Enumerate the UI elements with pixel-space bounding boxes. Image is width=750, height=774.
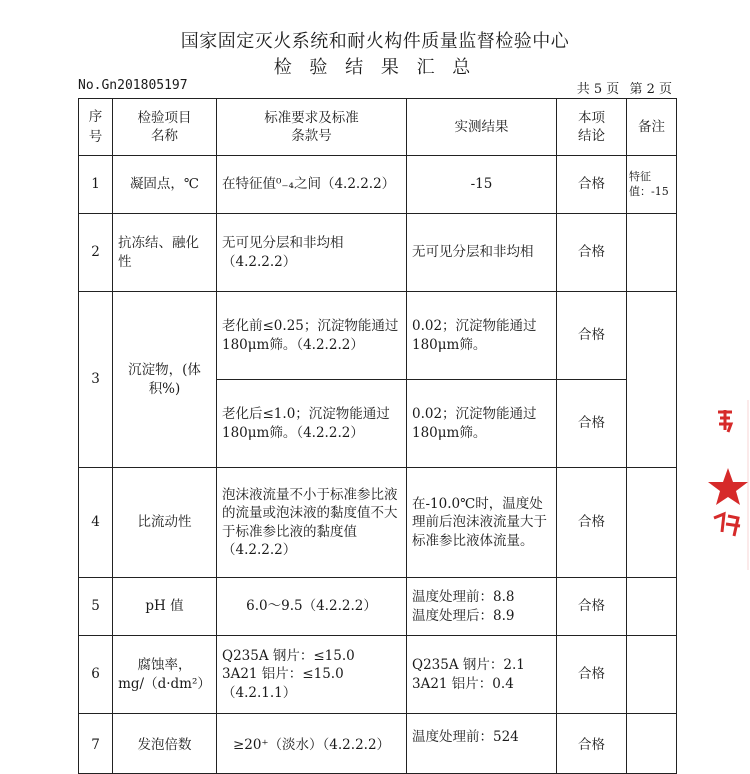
row-remark: 特征值：-15 xyxy=(627,156,677,214)
row-item: 腐蚀率， mg/（d·dm²） xyxy=(113,636,217,714)
row-standard: ≥20⁺（淡水）（4.2.2.2） xyxy=(217,714,407,774)
row-standard: 6.0～9.5（4.2.2.2） xyxy=(217,578,407,636)
row-result: 无可见分层和非均相 xyxy=(407,214,557,292)
seal-char-mark xyxy=(718,410,732,432)
header-remark: 备注 xyxy=(627,99,677,156)
row-result: 0.02；沉淀物能通过 180μm筛。 xyxy=(407,292,557,380)
row-conclusion: 合格 xyxy=(557,578,627,636)
row-item: 发泡倍数 xyxy=(113,714,217,774)
row-remark xyxy=(627,714,677,774)
row-remark xyxy=(627,214,677,292)
row-standard: 在特征值⁰₋₄之间（4.2.2.2） xyxy=(217,156,407,214)
row-conclusion: 合格 xyxy=(557,468,627,578)
table-row xyxy=(79,292,677,380)
row-seq: 1 xyxy=(79,156,113,214)
official-seal-stamp xyxy=(704,400,750,570)
row-conclusion: 合格 xyxy=(557,380,627,468)
table-header-row xyxy=(79,99,677,156)
row-item: 沉淀物，(体积%) xyxy=(113,292,217,468)
page-indicator xyxy=(571,78,672,97)
row-result: -15 xyxy=(407,156,557,214)
row-standard: Q235A 钢片：≤15.0 3A21 铝片：≤15.0 （4.2.1.1） xyxy=(217,636,407,714)
report-subtitle: 检 验 结 果 汇 总 xyxy=(273,57,477,78)
report-title: 国家固定灭火系统和耐火构件质量监督检验中心 xyxy=(180,31,570,52)
seal-char-mark xyxy=(714,514,740,536)
row-seq: 3 xyxy=(79,292,113,468)
header-item: 检验项目名称 xyxy=(113,99,217,156)
current-page: 第 2 页 xyxy=(629,82,672,97)
row-result: 温度处理前：8.8 温度处理后：8.9 xyxy=(407,578,557,636)
row-item: pH 值 xyxy=(113,578,217,636)
row-seq: 2 xyxy=(79,214,113,292)
row-seq: 4 xyxy=(79,468,113,578)
seal-graphic xyxy=(704,400,750,570)
table-row xyxy=(79,714,677,774)
row-remark xyxy=(627,292,677,468)
table-row xyxy=(79,468,677,578)
row-standard: 老化前≤0.25；沉淀物能通过180μm筛。（4.2.2.2） xyxy=(217,292,407,380)
report-number: No.Gn201805197 xyxy=(78,78,188,93)
header-conclusion: 本项结论 xyxy=(557,99,627,156)
row-item: 比流动性 xyxy=(113,468,217,578)
results-table xyxy=(78,98,677,774)
table-row xyxy=(79,578,677,636)
row-conclusion: 合格 xyxy=(557,714,627,774)
total-pages: 共 5 页 xyxy=(576,82,620,97)
row-conclusion: 合格 xyxy=(557,292,627,380)
row-item: 抗冻结、融化性 xyxy=(113,214,217,292)
row-standard: 泡沫液流量不小于标准参比液的流量或泡沫液的黏度值不大于标准参比液的黏度值（4.2.2.2） xyxy=(217,468,407,578)
row-standard: 老化后≤1.0；沉淀物能通过180μm筛。（4.2.2.2） xyxy=(217,380,407,468)
row-remark xyxy=(627,468,677,578)
header-standard: 标准要求及标准条款号 xyxy=(217,99,407,156)
header-result: 实测结果 xyxy=(407,99,557,156)
header-seq: 序号 xyxy=(79,99,113,156)
row-remark xyxy=(627,578,677,636)
row-seq: 7 xyxy=(79,714,113,774)
row-seq: 5 xyxy=(79,578,113,636)
table-row xyxy=(79,214,677,292)
row-seq: 6 xyxy=(79,636,113,714)
table-row xyxy=(79,636,677,714)
row-remark xyxy=(627,636,677,714)
row-result: 温度处理前：524 xyxy=(407,714,557,774)
seal-star-icon xyxy=(708,468,748,505)
row-conclusion: 合格 xyxy=(557,214,627,292)
row-conclusion: 合格 xyxy=(557,636,627,714)
row-result: 在-10.0℃时，温度处理前后泡沫液流量大于标准参比液体流量。 xyxy=(407,468,557,578)
row-result: 0.02；沉淀物能通过 180μm筛。 xyxy=(407,380,557,468)
row-conclusion: 合格 xyxy=(557,156,627,214)
row-standard: 无可见分层和非均相（4.2.2.2） xyxy=(217,214,407,292)
table-row xyxy=(79,156,677,214)
row-item: 凝固点，℃ xyxy=(113,156,217,214)
row-result: Q235A 钢片：2.1 3A21 铝片：0.4 xyxy=(407,636,557,714)
